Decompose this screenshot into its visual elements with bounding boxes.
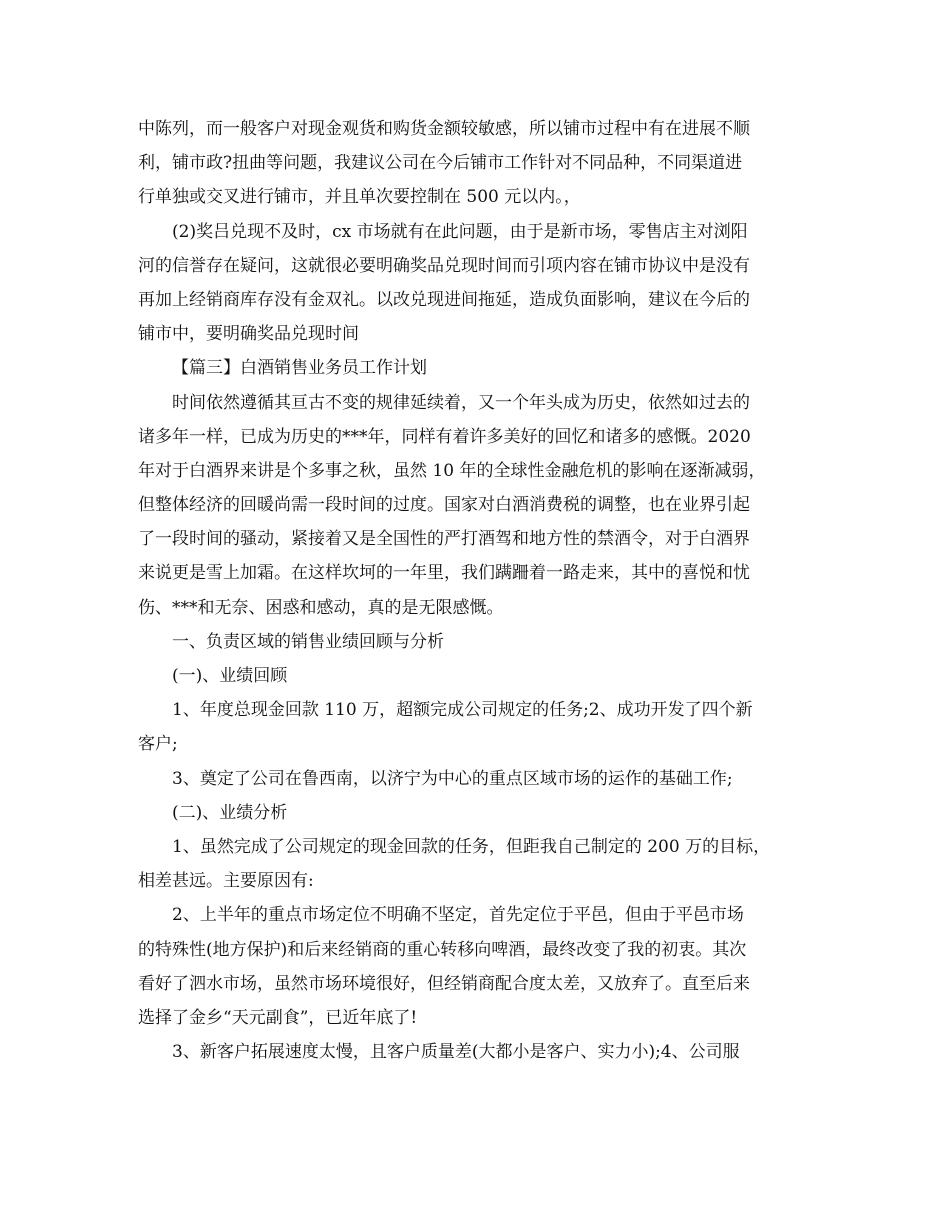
paragraph-start-line: (2)奖吕兑现不及时，cx 市场就有在此问题，由于是新市场，零售店主对浏阳 bbox=[172, 221, 748, 242]
paragraph-start-line: 时间依然遵循其亘古不变的规律延续着，又一个年头成为历史，依然如过去的 bbox=[172, 392, 750, 413]
paragraph-start-line: 3、新客户拓展速度太慢，且客户质量差(大都小是客户、实力小);4、公司服 bbox=[172, 1042, 740, 1063]
text-line: 的特殊性(地方保护)和后来经销商的重心转移向啤酒，最终改变了我的初衷。其次 bbox=[138, 939, 747, 960]
subheading: 一、负责区域的销售业绩回顾与分析 bbox=[172, 631, 444, 652]
text-line: 河的信誉存在疑问，这就很必要明确奖品兑现时间而引项内容在铺市协议中是没有 bbox=[138, 255, 750, 276]
section-heading: 【篇三】白酒销售业务员工作计划 bbox=[172, 358, 427, 379]
text-line: 但整体经济的回暖尚需一段时间的过度。国家对白酒消费税的调整，也在业界引起 bbox=[138, 495, 750, 516]
text-line: 中陈列，而一般客户对现金观货和购货金额较敏感，所以铺市过程中有在进展不顺 bbox=[138, 119, 750, 139]
paragraph-start-line: 1、虽然完成了公司规定的现金回款的任务，但距我自己制定的 200 万的目标， bbox=[172, 836, 771, 857]
text-line: 诸多年一样，已成为历史的***年，同样有着许多美好的回忆和诸多的感慨。2020 bbox=[138, 426, 751, 447]
text-line: 选择了金乡“天元副食”，已近年底了! bbox=[138, 1007, 418, 1028]
text-line: 年对于白酒界来讲是个多事之秋，虽然 10 年的全球性金融危机的影响在逐渐减弱， bbox=[138, 460, 766, 481]
paragraph-start-line: 1、年度总现金回款 110 万，超额完成公司规定的任务;2、成功开发了四个新 bbox=[172, 700, 753, 721]
subheading: (二)、业绩分析 bbox=[172, 802, 288, 823]
subheading: (一)、业绩回顾 bbox=[172, 666, 288, 686]
text-line: 行单独或交叉进行铺市，并且单次要控制在 500 元以内。， bbox=[138, 187, 581, 208]
text-line: 客户; bbox=[138, 734, 178, 755]
text-line: 铺市中，要明确奖品兑现时间 bbox=[138, 324, 359, 345]
text-line: 利，铺市政?扭曲等问题，我建议公司在今后铺市工作针对不同品种，不同渠道进 bbox=[138, 153, 743, 174]
text-line: 伤、***和无奈、困惑和感动，真的是无限感慨。 bbox=[138, 597, 504, 618]
text-line: 相差甚远。主要原因有: bbox=[138, 871, 314, 892]
document-page bbox=[138, 112, 818, 1069]
text-line: 再加上经销商库存没有金双礼。以改兑现进间拖延，造成负面影响，建议在今后的 bbox=[138, 289, 750, 310]
text-line: 来说更是雪上加霜。在这样坎坷的一年里，我们蹒跚着一路走来，其中的喜悦和忧 bbox=[138, 563, 750, 584]
paragraph-start-line: 2、上半年的重点市场定位不明确不坚定，首先定位于平邑，但由于平邑市场 bbox=[172, 905, 744, 926]
text-line: 了一段时间的骚动，紧接着又是全国性的严打酒驾和地方性的禁酒令，对于白酒界 bbox=[138, 529, 750, 550]
text-line: 看好了泗水市场，虽然市场环境很好，但经销商配合度太差，又放弃了。直至后来 bbox=[138, 973, 750, 994]
paragraph-start-line: 3、奠定了公司在鲁西南，以济宁为中心的重点区域市场的运作的基础工作; bbox=[172, 768, 733, 789]
